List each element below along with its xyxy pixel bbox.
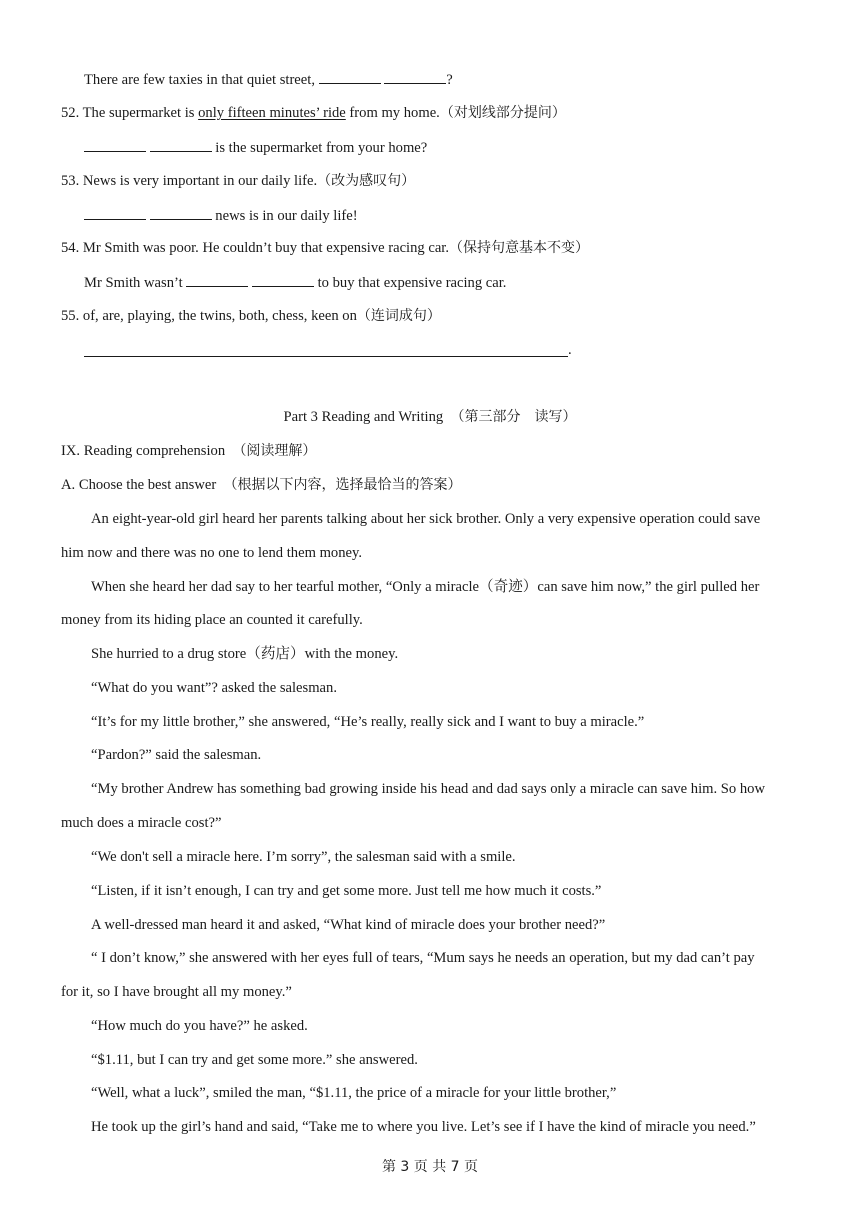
passage-paragraph-4: “What do you want”? asked the salesman. (91, 680, 337, 696)
answer-blank[interactable] (150, 205, 212, 220)
q55-instruction: （连词成句） (356, 308, 441, 324)
passage-paragraph-5: “It’s for my little brother,” she answered, “He’s really, really sick and I want to buy a miracle.” (91, 714, 645, 730)
passage-paragraph-10: A well-dressed man heard it and asked, “What kind of miracle does your brother need?” (91, 917, 606, 933)
passage-paragraph-6: “Pardon?” said the salesman. (91, 747, 262, 763)
sectionA-heading: A. Choose the best answer （根据以下内容，选择最恰当的答案） (61, 477, 462, 493)
passage-paragraph-8: “We don't sell a miracle here. I’m sorry”, the salesman said with a smile. (91, 849, 516, 865)
passage-paragraph-14: “Well, what a luck”, smiled the man, “$1.11, the price of a miracle for your little brother,” (91, 1085, 617, 1101)
q52-answer-line: is the supermarket from your home? (84, 137, 427, 158)
answer-blank[interactable] (84, 137, 146, 152)
q53-answer-line: news is in our daily life! (84, 205, 358, 226)
answer-blank[interactable] (319, 69, 381, 84)
passage-paragraph-1: An eight-year-old girl heard her parents talking about her sick brother. Only a very expensive operation could save (91, 511, 761, 527)
answer-blank[interactable] (384, 69, 446, 84)
passage-paragraph-1-cont: him now and there was no one to lend them money. (61, 545, 362, 561)
q53-question: 53. News is very important in our daily life.（改为感叹句） (61, 173, 416, 189)
q54-instruction: （保持句意基本不变） (449, 240, 590, 256)
passage-paragraph-2-cont: money from its hiding place an counted it carefully. (61, 612, 363, 628)
passage-paragraph-15: He took up the girl’s hand and said, “Take me to where you live. Let’s see if I have the kind of miracle you need.” (91, 1119, 756, 1135)
passage-paragraph-11: “ I don’t know,” she answered with her eyes full of tears, “Mum says he needs an operation, but my dad can’t pay (91, 950, 755, 966)
passage-paragraph-9: “Listen, if it isn’t enough, I can try and get some more. Just tell me how much it costs.” (91, 883, 602, 899)
part3-heading: Part 3 Reading and Writing （第三部分 读写） (283, 409, 577, 425)
passage-paragraph-7: “My brother Andrew has something bad growing inside his head and dad says only a miracle can save him. So how (91, 781, 766, 797)
passage-paragraph-13: “$1.11, but I can try and get some more.” she answered. (91, 1052, 418, 1068)
answer-blank[interactable] (150, 137, 212, 152)
q53-instruction: （改为感叹句） (317, 173, 416, 189)
passage-paragraph-2: When she heard her dad say to her tearful mother, “Only a miracle（奇迹）can save him now,” the girl pulled her (91, 579, 760, 595)
q55-period: . (568, 342, 572, 358)
section9-heading: IX. Reading comprehension （阅读理解） (61, 443, 317, 459)
q54-question: 54. Mr Smith was poor. He couldn’t buy that expensive racing car.（保持句意基本不变） (61, 240, 590, 256)
q52-instruction: （对划线部分提问） (439, 105, 566, 121)
q54-answer-line: Mr Smith wasn’t to buy that expensive racing car. (84, 272, 506, 293)
passage-paragraph-11-cont: for it, so I have brought all my money.” (61, 984, 292, 1000)
answer-blank[interactable] (252, 272, 314, 287)
passage-paragraph-12: “How much do you have?” he asked. (91, 1018, 308, 1034)
passage-paragraph-3: She hurried to a drug store（药店）with the money. (91, 646, 399, 662)
q52-question: 52. The supermarket is only fifteen minutes’ ride from my home.（对划线部分提问） (61, 105, 566, 121)
q51-answer-line: There are few taxies in that quiet street, ? (84, 69, 453, 90)
answer-blank[interactable] (84, 205, 146, 220)
underlined-phrase: only fifteen minutes’ ride (198, 105, 346, 121)
passage-paragraph-7-cont: much does a miracle cost?” (61, 815, 222, 831)
q55-answer-blank[interactable] (84, 356, 568, 357)
answer-blank[interactable] (186, 272, 248, 287)
q55-question: 55. of, are, playing, the twins, both, chess, keen on（连词成句） (61, 308, 441, 324)
page-number-footer: 第 3 页 共 7 页 (381, 1159, 479, 1175)
